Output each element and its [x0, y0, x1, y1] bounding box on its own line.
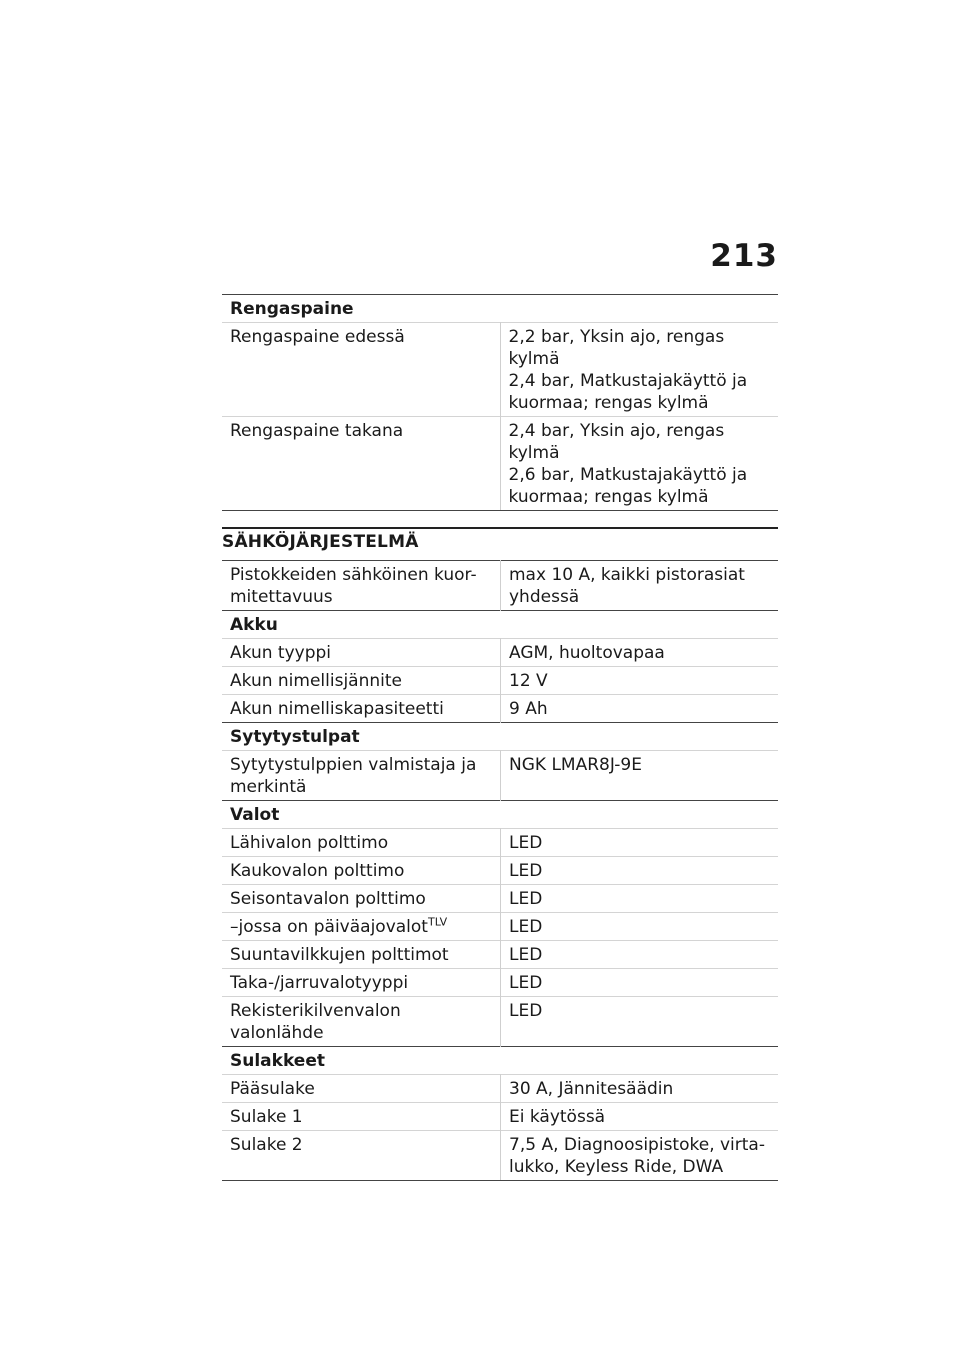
- row-label: [222, 913, 501, 941]
- value-line: 2,4 bar, Matkustajakäyttö ja kuormaa; rengas kylmä: [508, 371, 748, 413]
- tire-pressure-table: [222, 294, 778, 511]
- row-label: Akun tyyppi: [222, 639, 501, 667]
- table-row: [222, 885, 778, 913]
- row-value: NGK LMAR8J-9E: [501, 751, 779, 801]
- row-value: Ei käytössä: [501, 1103, 779, 1131]
- row-label: Lähivalon polttimo: [222, 829, 501, 857]
- table-row: [222, 417, 778, 511]
- row-label: Kaukovalon polttimo: [222, 857, 501, 885]
- row-label: Sulake 1: [222, 1103, 501, 1131]
- tlv-superscript: TLV: [427, 915, 448, 929]
- row-value: [500, 323, 778, 417]
- row-value: 7,5 A, Diagnoosipistoke, virta-lukko, Keyless Ride, DWA: [501, 1131, 779, 1181]
- row-label-text: –jossa on päiväajovalot: [230, 917, 428, 937]
- row-label: Rekisterikilvenvalon valonlähde: [222, 997, 501, 1047]
- group-title: Rengaspaine: [222, 295, 778, 323]
- group-row-lights: [222, 801, 778, 829]
- row-value: LED: [501, 913, 779, 941]
- row-label: Suuntavilkkujen polttimot: [222, 941, 501, 969]
- row-value: 12 V: [501, 667, 779, 695]
- group-row-fuses: [222, 1047, 778, 1075]
- group-title: Sulakkeet: [222, 1047, 778, 1075]
- row-value: 30 A, Jännitesäädin: [501, 1075, 779, 1103]
- table-row: [222, 323, 778, 417]
- row-value: AGM, huoltovapaa: [501, 639, 779, 667]
- table-row: [222, 639, 778, 667]
- row-value: 9 Ah: [501, 695, 779, 723]
- row-value: LED: [501, 829, 779, 857]
- table-row: [222, 667, 778, 695]
- row-label: Pistokkeiden sähköinen kuor-mitettavuus: [222, 561, 501, 611]
- page-number: 213: [710, 238, 778, 274]
- table-row: [222, 969, 778, 997]
- row-label: Pääsulake: [222, 1075, 501, 1103]
- row-value: LED: [501, 857, 779, 885]
- group-title: Sytytystulpat: [222, 723, 778, 751]
- group-title: Valot: [222, 801, 778, 829]
- row-value: LED: [501, 997, 779, 1047]
- spec-content: [222, 294, 778, 1181]
- row-label: Rengaspaine edessä: [222, 323, 500, 417]
- group-row-spark-plugs: [222, 723, 778, 751]
- value-line: 2,2 bar, Yksin ajo, rengas kylmä: [508, 327, 725, 369]
- table-row: [222, 751, 778, 801]
- group-row-battery: [222, 611, 778, 639]
- table-row: [222, 1131, 778, 1181]
- electrical-table: [222, 560, 778, 1181]
- row-label: Akun nimelliskapasiteetti: [222, 695, 501, 723]
- table-row: [222, 997, 778, 1047]
- table-row: [222, 1075, 778, 1103]
- row-label: Rengaspaine takana: [222, 417, 500, 511]
- table-row: [222, 561, 778, 611]
- table-row: [222, 1103, 778, 1131]
- table-row: [222, 941, 778, 969]
- row-value: LED: [501, 885, 779, 913]
- section-heading-electrical: SÄHKÖJÄRJESTELMÄ: [222, 527, 778, 560]
- value-line: 2,4 bar, Yksin ajo, rengas kylmä: [508, 421, 725, 463]
- row-label: Sulake 2: [222, 1131, 501, 1181]
- value-line: 2,6 bar, Matkustajakäyttö ja kuormaa; rengas kylmä: [508, 465, 748, 507]
- group-row-tire-pressure: [222, 295, 778, 323]
- row-value: [500, 417, 778, 511]
- row-value: LED: [501, 969, 779, 997]
- row-value: LED: [501, 941, 779, 969]
- table-row: [222, 829, 778, 857]
- row-label: Seisontavalon polttimo: [222, 885, 501, 913]
- group-title: Akku: [222, 611, 778, 639]
- row-label: Taka-/jarruvalotyyppi: [222, 969, 501, 997]
- row-label: Akun nimellisjännite: [222, 667, 501, 695]
- table-row: [222, 857, 778, 885]
- table-row: [222, 695, 778, 723]
- table-row: [222, 913, 778, 941]
- row-value: max 10 A, kaikki pistorasiat yhdessä: [501, 561, 779, 611]
- row-label: Sytytystulppien valmistaja ja merkintä: [222, 751, 501, 801]
